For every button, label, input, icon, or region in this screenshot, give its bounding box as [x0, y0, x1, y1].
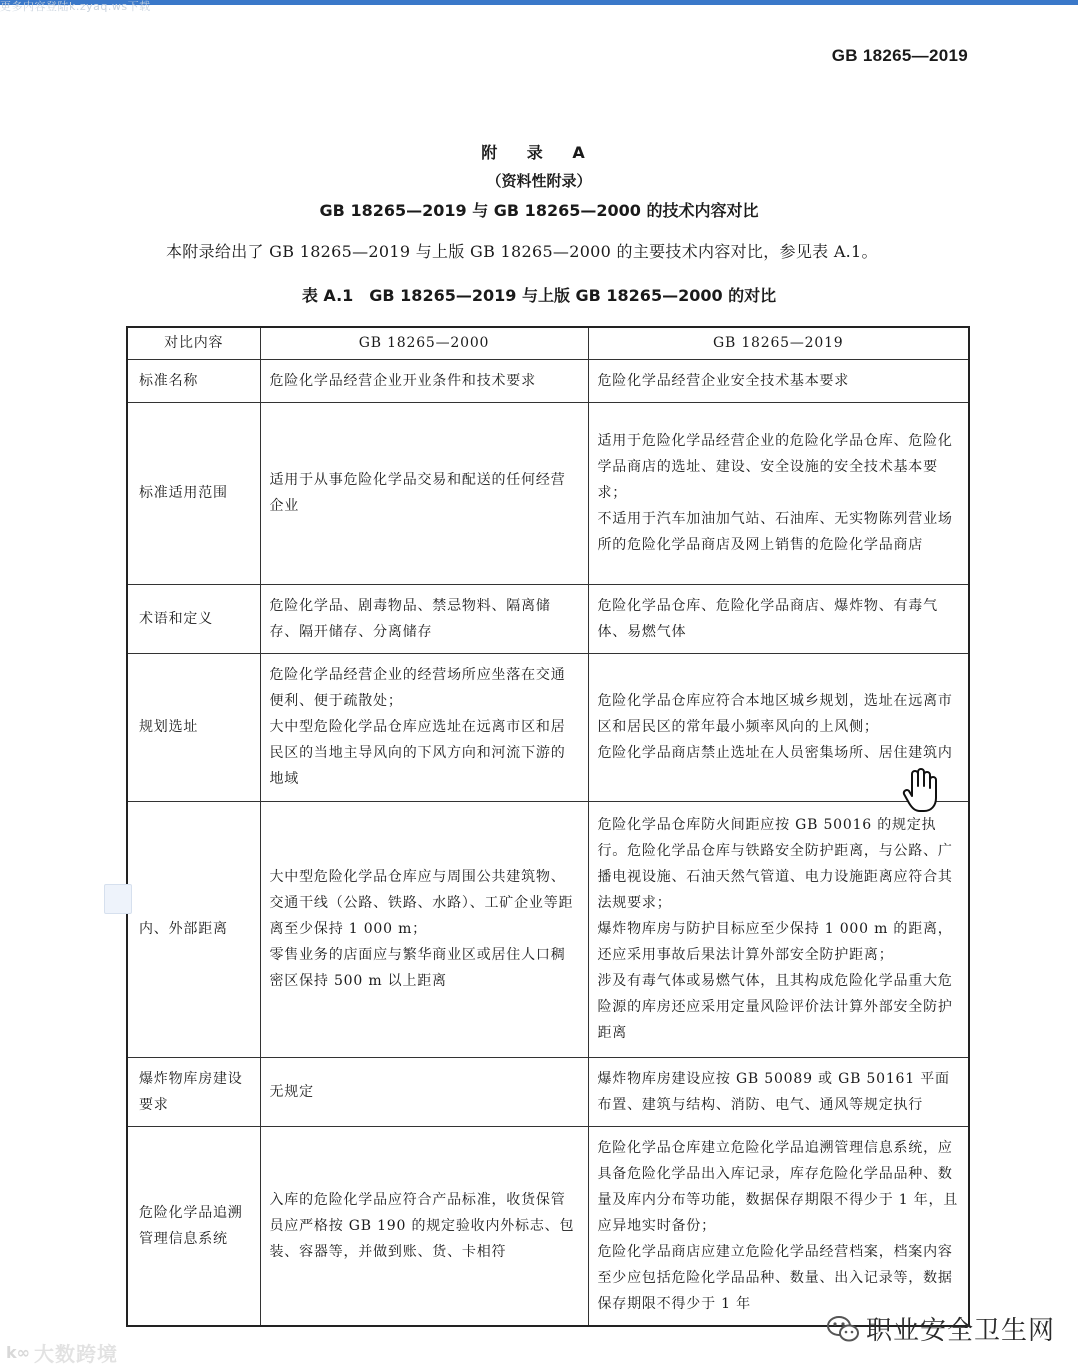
row-old-cell: 危险化学品经营企业的经营场所应坐落在交通便利、便于疏散处； 大中型危险化学品仓库应选址在远离市区和居民区的当地主导风向的下风方向和河流下游的地域: [260, 653, 588, 801]
row-old-cell: 入库的危险化学品应符合产品标准，收货保管员应严格按 GB 190 的规定验收内外标志、包装、容器等，并做到账、货、卡相符: [260, 1126, 588, 1326]
row-new-cell: 爆炸物库房建设应按 GB 50089 或 GB 50161 平面布置、建筑与结构、消防、电气、通风等规定执行: [588, 1057, 969, 1126]
header-cell-old: GB 18265—2000: [260, 327, 588, 359]
intro-paragraph: 本附录给出了 GB 18265—2019 与上版 GB 18265—2000 的主要技术内容对比，参见表 A.1。: [166, 242, 878, 261]
standard-number: GB 18265—2019: [831, 46, 968, 65]
top-watermark: 更多内容登陆k.zyaq.ws下载: [0, 0, 151, 13]
row-new-cell: 危险化学品经营企业安全技术基本要求: [588, 359, 969, 402]
appendix-title: GB 18265—2019 与 GB 18265—2000 的技术内容对比: [319, 201, 759, 220]
row-old-cell: 危险化学品经营企业开业条件和技术要求: [260, 359, 588, 402]
row-old-cell: 无规定: [260, 1057, 588, 1126]
row-item-cell: 内、外部距离: [127, 801, 260, 1057]
row-old-cell: 适用于从事危险化学品交易和配送的任何经营企业: [260, 402, 588, 584]
watermark-left-text: 大数跨境: [33, 1342, 118, 1366]
row-new-cell: 危险化学品仓库应符合本地区城乡规划，选址在远离市区和居民区的常年最小频率风向的上风侧； 危险化学品商店禁止选址在人员密集场所、居住建筑内: [588, 653, 969, 801]
table-header-row: [127, 327, 969, 359]
top-accent-bar: [0, 0, 1078, 5]
row-new-cell: 危险化学品仓库、危险化学品商店、爆炸物、有毒气体、易燃气体: [588, 584, 969, 653]
table-row: [127, 1126, 969, 1326]
header-cell-new: GB 18265—2019: [588, 327, 969, 359]
row-item-cell: 危险化学品追溯管理信息系统: [127, 1126, 260, 1326]
row-new-cell: 适用于危险化学品经营企业的危险化学品仓库、危险化学品商店的选址、建设、安全设施的安全技术基本要求； 不适用于汽车加油加气站、石油库、无实物陈列营业场所的危险化学品商店及网上销售的危险化学品商店: [588, 402, 969, 584]
hand-cursor-icon: [902, 768, 938, 814]
table-row: [127, 359, 969, 402]
row-new-cell: 危险化学品仓库建立危险化学品追溯管理信息系统，应具备危险化学品出入库记录，库存危险化学品品种、数量及库内分布等功能，数据保存期限不得少于 1 年，且应异地实时备份； 危险化学品商店应建立危险化学品经营档案，档案内容至少应包括危险化学品品种、数量、出入记录等，数据保存期限不得少于 1 年: [588, 1126, 969, 1326]
wechat-icon: [826, 1315, 860, 1343]
side-panel-tab[interactable]: [104, 884, 132, 914]
row-item-cell: 标准名称: [127, 359, 260, 402]
table-row: [127, 801, 969, 1057]
watermark-right-text: 职业安全卫生网: [866, 1316, 1056, 1346]
table-caption: 表 A.1 GB 18265—2019 与上版 GB 18265—2000 的对比: [301, 286, 777, 305]
header-cell-item: 对比内容: [127, 327, 260, 359]
watermark-logo-icon: k∞: [6, 1343, 30, 1362]
row-item-cell: 爆炸物库房建设要求: [127, 1057, 260, 1126]
row-old-cell: 大中型危险化学品仓库应与周围公共建筑物、交通干线（公路、铁路、水路）、工矿企业等距离至少保持 1 000 m； 零售业务的店面应与繁华商业区或居住人口稠密区保持 500 m 以上距离: [260, 801, 588, 1057]
row-item-cell: 规划选址: [127, 653, 260, 801]
watermark-left: [6, 1338, 118, 1367]
row-new-cell: 危险化学品仓库防火间距应按 GB 50016 的规定执行。危险化学品仓库与铁路安全防护距离，与公路、广播电视设施、石油天然气管道、电力设施距离应符合其法规要求； 爆炸物库房与防护目标应至少保持 1 000 m 的距离，还应采用事故后果法计算外部安全防护距离； 涉及有毒气体或易燃气体，且其构成危险化学品重大危险源的库房还应采用定量风险评价法计算外部安全防护距离: [588, 801, 969, 1057]
watermark-right: [826, 1310, 1055, 1347]
row-item-cell: 标准适用范围: [127, 402, 260, 584]
row-item-cell: 术语和定义: [127, 584, 260, 653]
appendix-nature: （资料性附录）: [486, 172, 592, 190]
table-row: [127, 653, 969, 801]
comparison-table: [126, 326, 970, 1327]
row-old-cell: 危险化学品、剧毒物品、禁忌物料、隔离储存、隔开储存、分离储存: [260, 584, 588, 653]
table-row: [127, 1057, 969, 1126]
table-row: [127, 402, 969, 584]
table-row: [127, 584, 969, 653]
appendix-label: 附 录 A: [481, 143, 597, 162]
